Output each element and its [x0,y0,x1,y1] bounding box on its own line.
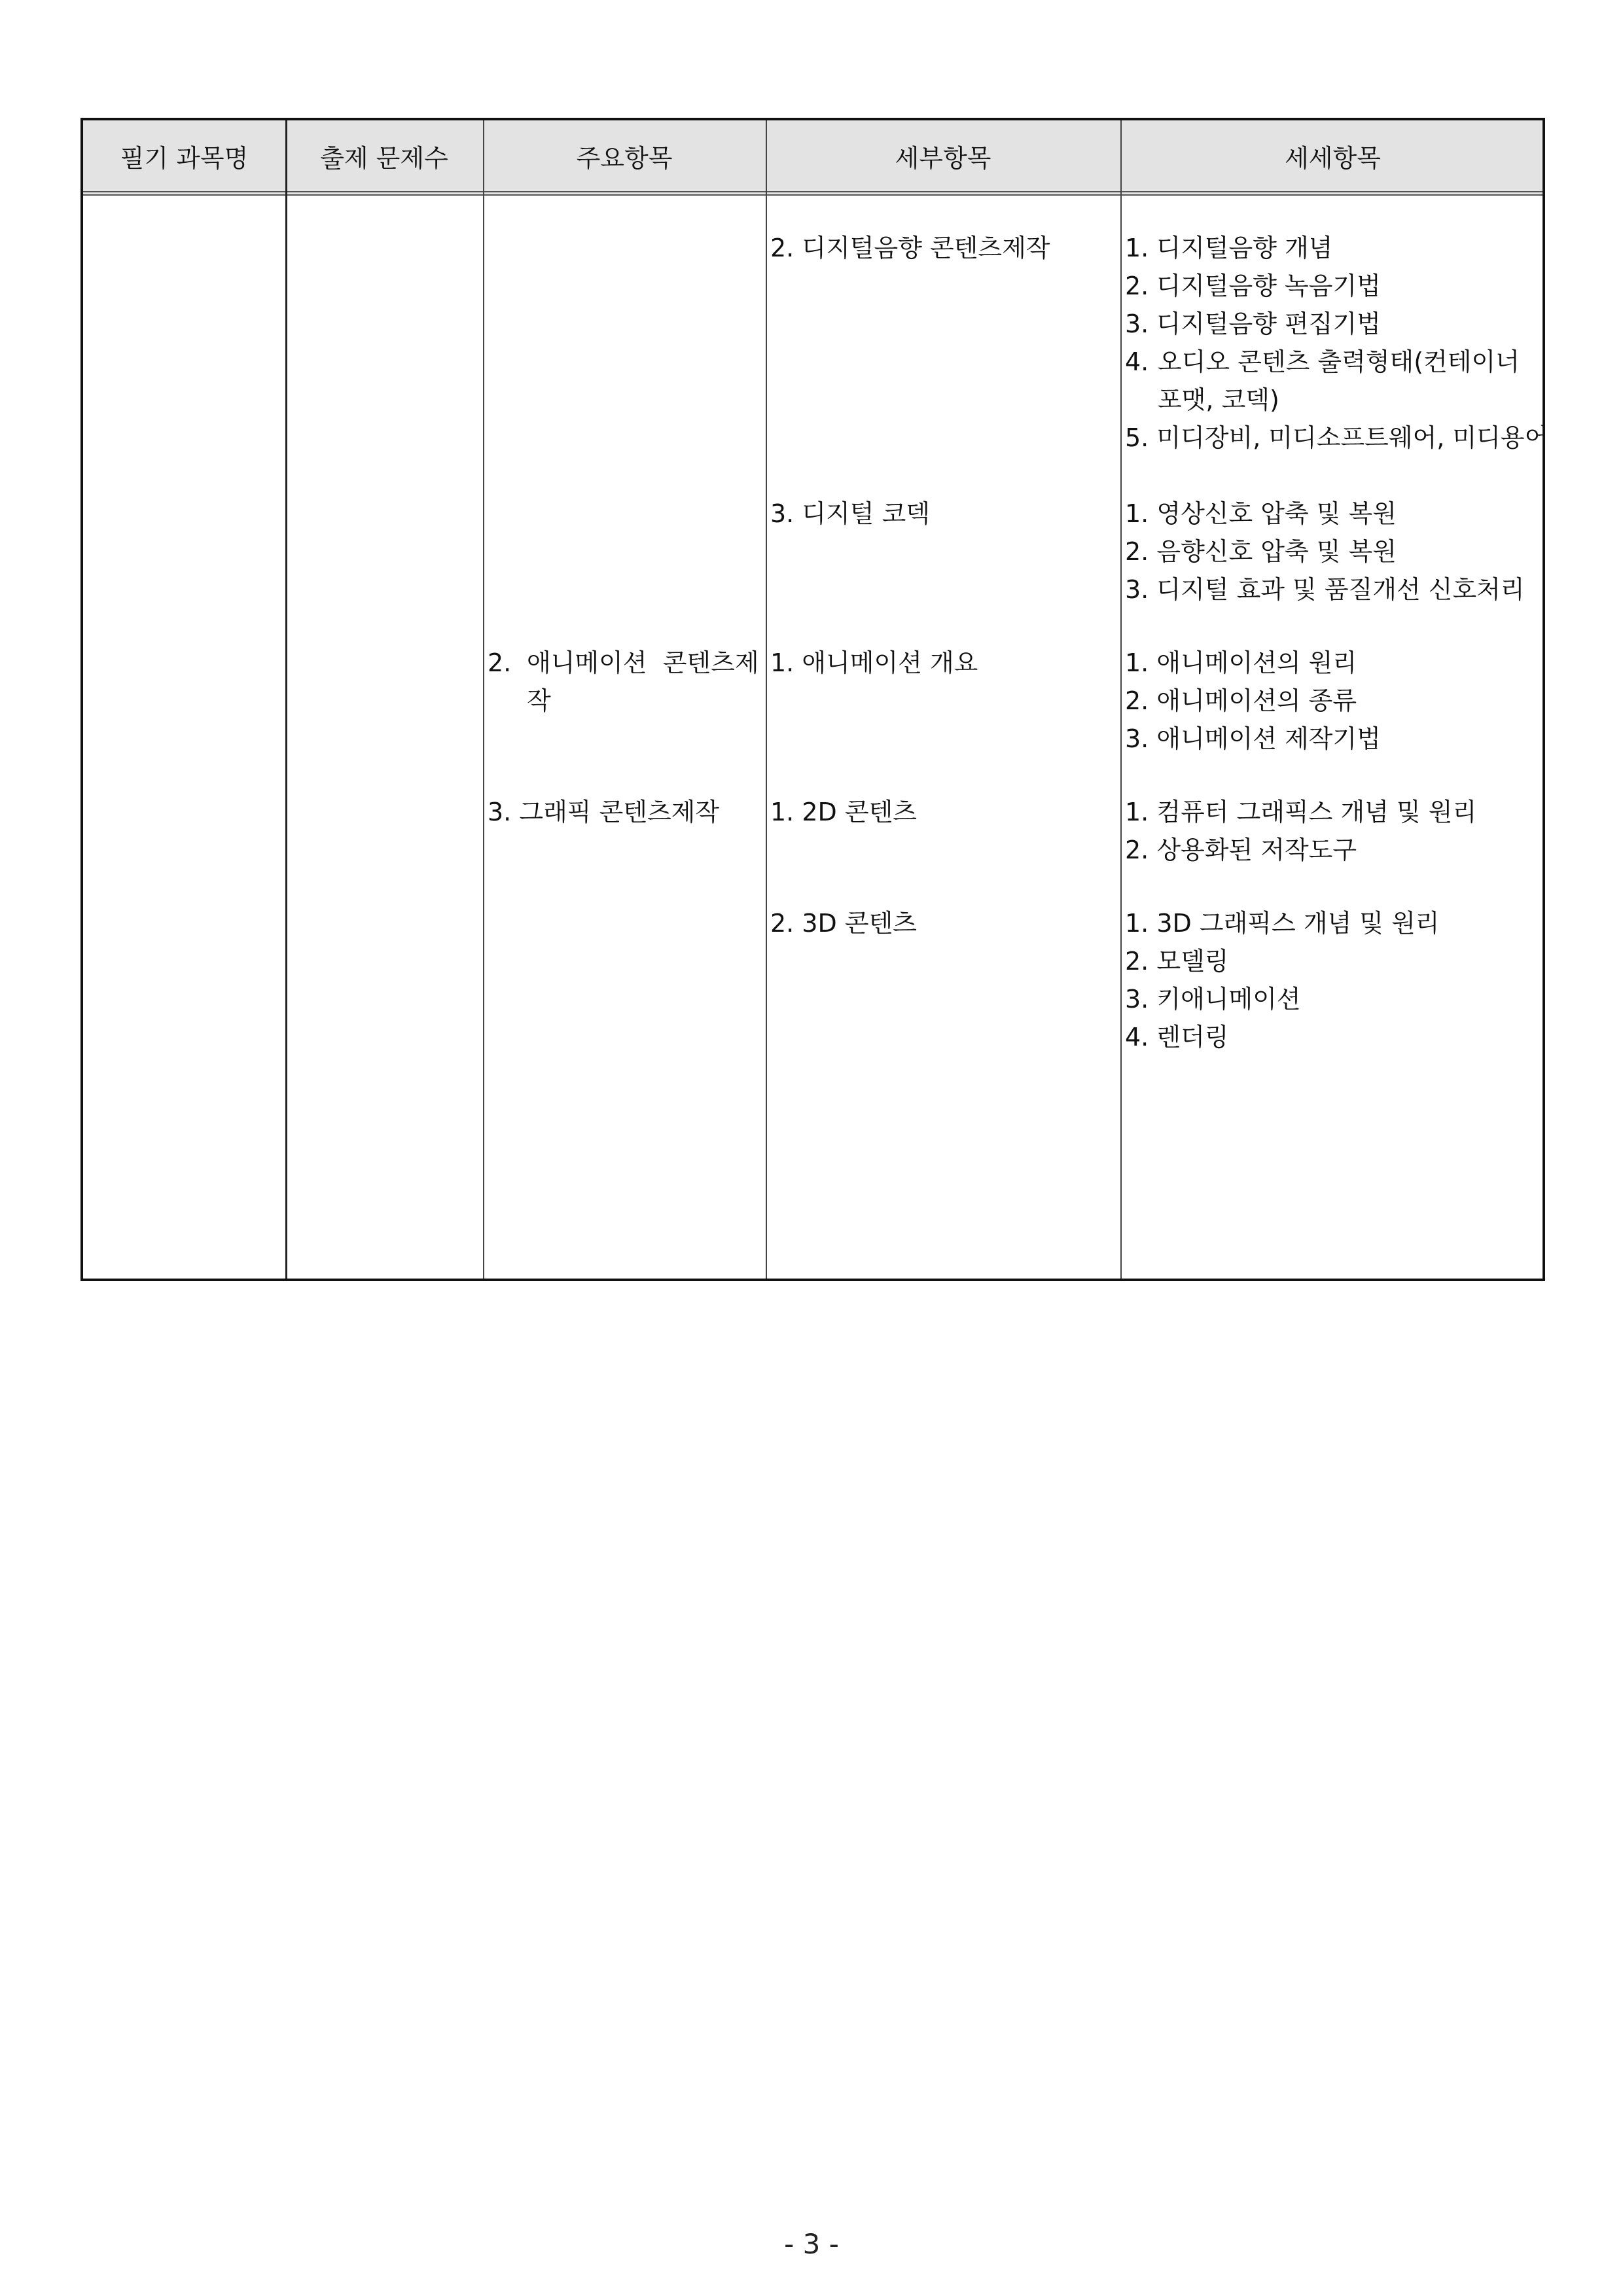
sub-item-label: 3D 콘텐츠 [802,909,918,938]
detail-item-label: 상용화된 저작도구 [1156,836,1357,864]
detail-item-label: 영상신호 압축 및 복원 [1156,499,1397,528]
detail-item-label: 모델링 [1156,947,1229,976]
detail-item-number: 2. [1125,272,1149,300]
table-header-row [83,120,1543,196]
sub-item [770,904,917,942]
detail-item [1125,793,1476,831]
detail-item-label: 음향신호 압축 및 복원 [1156,537,1397,566]
detail-item-label: 3D 그래픽스 개념 및 원리 [1156,909,1440,938]
detail-item-number: 1. [1125,909,1149,938]
detail-item-number: 3. [1125,309,1149,338]
sub-item-number: 2. [770,909,794,938]
detail-item-number: 5. [1125,423,1149,452]
detail-item-label: 렌더링 [1156,1023,1229,1051]
sub-item [770,229,1050,267]
detail-item-number: 4. [1125,347,1149,376]
detail-item-number: 4. [1125,1023,1149,1051]
main-item [488,793,719,831]
detail-item-label: 디지털음향 녹음기법 [1156,272,1381,300]
main-item-label: 그래픽 콘텐츠제작 [519,798,720,826]
detail-item-number: 1. [1125,648,1149,677]
detail-item [1125,831,1357,869]
column-divider [483,120,484,1279]
detail-item-number: 1. [1125,798,1149,826]
detail-item-label: 컴퓨터 그래픽스 개념 및 원리 [1156,798,1477,826]
main-item-label-line2: 작 [527,686,551,715]
detail-item [1125,229,1332,267]
detail-item [1125,980,1301,1018]
detail-item [1125,644,1357,682]
detail-item-label: 디지털 효과 및 품질개선 신호처리 [1156,575,1525,604]
detail-item-label: 애니메이션의 원리 [1156,648,1357,677]
detail-item-label: 키애니메이션 [1156,985,1301,1014]
sub-item-label: 애니메이션 개요 [802,648,978,677]
detail-item [1125,419,1548,457]
column-divider [285,120,287,1279]
main-item-number: 3. [488,798,512,826]
detail-item-label: 디지털음향 개념 [1156,234,1333,262]
detail-item-number: 1. [1125,499,1149,528]
sub-item-label: 디지털음향 콘텐츠제작 [802,234,1050,262]
detail-item [1125,343,1520,419]
detail-item-number: 2. [1125,836,1149,864]
detail-item [1125,904,1440,942]
sub-item-number: 1. [770,648,794,677]
sub-item-number: 2. [770,234,794,262]
detail-item-number: 3. [1125,575,1149,604]
sub-item-number: 3. [770,499,794,528]
detail-item-label: 애니메이션 제작기법 [1156,724,1381,753]
column-divider [766,120,767,1279]
header-detail-item: 세세항목 [1285,143,1381,173]
page-number: - 3 - [784,2228,839,2260]
detail-item [1125,682,1357,720]
detail-item-label-line2: 포맷, 코덱) [1158,385,1279,414]
detail-item-label: 디지털음향 편집기법 [1156,309,1381,338]
main-item-label-line1: 애니메이션 콘텐츠제 [527,648,759,677]
header-question-count: 출제 문제수 [320,143,448,173]
detail-item-label-line1: 오디오 콘텐츠 출력형태(컨테이너 [1158,347,1520,376]
header-sub-item: 세부항목 [895,143,991,173]
header-main-item: 주요항목 [576,143,673,173]
sub-item-label: 디지털 코덱 [802,499,930,528]
detail-item [1125,942,1228,980]
detail-item-label: 애니메이션의 종류 [1156,686,1357,715]
detail-item [1125,1018,1228,1056]
detail-item-number: 3. [1125,985,1149,1014]
detail-item [1125,267,1381,305]
detail-item [1125,571,1525,609]
main-item [488,644,759,720]
header-subject: 필기 과목명 [120,143,249,173]
column-divider [1120,120,1122,1279]
detail-item-number: 3. [1125,724,1149,753]
detail-item-number: 2. [1125,537,1149,566]
detail-item [1125,720,1381,758]
detail-item-number: 1. [1125,234,1149,262]
detail-item-number: 2. [1125,947,1149,976]
detail-item [1125,305,1381,343]
detail-item [1125,533,1397,571]
detail-item-number: 2. [1125,686,1149,715]
detail-item-label: 미디장비, 미디소프트웨어, 미디용어 [1156,423,1549,452]
syllabus-table [80,118,1549,1281]
detail-item [1125,495,1397,533]
main-item-number: 2. [488,648,512,677]
sub-item [770,644,978,682]
sub-item [770,495,930,533]
sub-item-label: 2D 콘텐츠 [802,798,918,826]
sub-item [770,793,917,831]
sub-item-number: 1. [770,798,794,826]
